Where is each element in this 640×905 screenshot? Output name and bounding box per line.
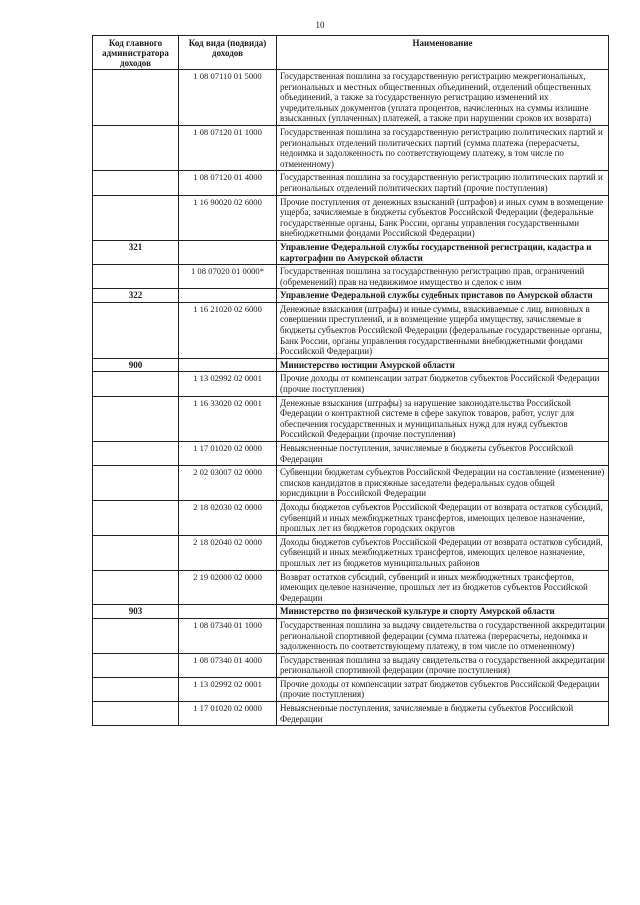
name-cell: Доходы бюджетов субъектов Российской Федерации от возврата остатков субсидий, субвенций и иных межбюджетных трансфертов, имеющих целевое назначение, прошлых лет из бюджетов муниципальных районов xyxy=(277,535,609,570)
revenue-code-cell: 2 19 02000 02 0000 xyxy=(179,570,277,605)
name-cell: Доходы бюджетов субъектов Российской Федерации от возврата остатков субсидий, субвенций и иных межбюджетных трансфертов, имеющих целевое назначение, прошлых лет из бюджетов городских округов xyxy=(277,500,609,535)
name-cell: Государственная пошлина за государственную регистрацию межрегиональных, региональных и местных общественных объединений, отделений общественных объединений, а также за государственную регистрацию изменений их учредительных документов (уплата процентов, начисленных на суммы излишне взысканных (уплаченных) платежей, а также при нарушении сроков их возврата) xyxy=(277,70,609,126)
name-cell: Невыясненные поступления, зачисляемые в бюджеты субъектов Российской Федерации xyxy=(277,702,609,726)
agency-row xyxy=(93,605,609,619)
table-row xyxy=(93,265,609,289)
table-row xyxy=(93,70,609,126)
revenue-code-cell: 1 17 01020 02 0000 xyxy=(179,702,277,726)
admin-code-cell xyxy=(93,570,179,605)
agency-row xyxy=(93,240,609,264)
revenue-code-cell: 1 16 33020 02 0001 xyxy=(179,396,277,441)
table-row xyxy=(93,535,609,570)
name-cell: Государственная пошлина за выдачу свидетельства о государственной аккредитации региональной спортивной федерации (прочие поступления) xyxy=(277,653,609,677)
revenue-code-cell xyxy=(179,289,277,303)
table-header-row xyxy=(93,36,609,70)
table-row xyxy=(93,372,609,396)
name-cell: Государственная пошлина за государственную регистрацию политических партий и региональных отделений политических партий (сумма платежа (перерасчеты, недоимка и задолженность по соответствующему платежу, в том числе по отмененному) xyxy=(277,125,609,170)
admin-code-cell xyxy=(93,125,179,170)
table-row xyxy=(93,618,609,653)
revenue-code-cell: 2 18 02040 02 0000 xyxy=(179,535,277,570)
name-cell: Денежные взыскания (штрафы) за нарушение законодательства Российской Федерации о контрактной системе в сфере закупок товаров, работ, услуг для обеспечения государственных и муниципальных нужд для нужд субъектов Российской Федерации (прочие поступления) xyxy=(277,396,609,441)
revenue-code-cell: 1 08 07020 01 0000* xyxy=(179,265,277,289)
admin-code-cell xyxy=(93,466,179,501)
name-cell: Прочие доходы от компенсации затрат бюджетов субъектов Российской Федерации (прочие поступления) xyxy=(277,677,609,701)
table-row xyxy=(93,702,609,726)
admin-code-cell: 903 xyxy=(93,605,179,619)
table-row xyxy=(93,653,609,677)
revenue-code-cell: 1 17 01020 02 0000 xyxy=(179,442,277,466)
admin-code-cell xyxy=(93,70,179,126)
table-row xyxy=(93,125,609,170)
admin-code-cell xyxy=(93,265,179,289)
table-row xyxy=(93,195,609,240)
revenue-code-cell: 1 08 07120 01 1000 xyxy=(179,125,277,170)
table-row xyxy=(93,396,609,441)
revenue-code-cell: 1 08 07110 01 5000 xyxy=(179,70,277,126)
revenue-code-cell: 1 16 21020 02 6000 xyxy=(179,302,277,358)
header-revenue-code: Код вида (подвида) доходов xyxy=(179,36,277,70)
table-row xyxy=(93,677,609,701)
admin-code-cell: 900 xyxy=(93,358,179,372)
name-cell: Государственная пошлина за выдачу свидетельства о государственной аккредитации региональной спортивной федерации (сумма платежа (перерасчеты, недоимка и задолженность по соответствующему платежу, в том числе по отмененному) xyxy=(277,618,609,653)
name-cell: Министерство юстиции Амурской области xyxy=(277,358,609,372)
admin-code-cell xyxy=(93,618,179,653)
name-cell: Денежные взыскания (штрафы) и иные суммы, взыскиваемые с лиц, виновных в совершении преступлений, и в возмещение ущерба имуществу, зачисляемые в бюджеты субъектов Российской Федерации (федеральные государственные органы, Банк России, органы управления государственными внебюджетными фондами Российской Федерации) xyxy=(277,302,609,358)
admin-code-cell xyxy=(93,500,179,535)
revenue-code-cell: 1 08 07340 01 1000 xyxy=(179,618,277,653)
admin-code-cell xyxy=(93,195,179,240)
revenue-code-cell xyxy=(179,605,277,619)
page-number: 10 xyxy=(315,20,325,30)
table-row xyxy=(93,171,609,195)
header-admin-code: Код главного администратора доходов xyxy=(93,36,179,70)
revenue-code-cell xyxy=(179,358,277,372)
name-cell: Управление Федеральной службы государственной регистрации, кадастра и картографии по Амурской области xyxy=(277,240,609,264)
revenue-code-cell: 1 08 07340 01 4000 xyxy=(179,653,277,677)
revenue-code-cell: 2 18 02030 02 0000 xyxy=(179,500,277,535)
revenue-code-cell: 1 08 07120 01 4000 xyxy=(179,171,277,195)
name-cell: Прочие поступления от денежных взысканий (штрафов) и иных сумм в возмещение ущерба, зачисляемые в бюджеты субъектов Российской Федерации (федеральные государственные органы, Банк России, органы управления государственными внебюджетными фондами Российской Федерации) xyxy=(277,195,609,240)
admin-code-cell xyxy=(93,302,179,358)
table-row xyxy=(93,570,609,605)
name-cell: Субвенции бюджетам субъектов Российской Федерации на составление (изменение) списков кандидатов в присяжные заседатели федеральных судов общей юрисдикции в Российской Федерации xyxy=(277,466,609,501)
revenue-code-cell: 1 13 02992 02 0001 xyxy=(179,372,277,396)
revenue-code-cell: 1 13 02992 02 0001 xyxy=(179,677,277,701)
name-cell: Прочие доходы от компенсации затрат бюджетов субъектов Российской Федерации (прочие поступления) xyxy=(277,372,609,396)
name-cell: Государственная пошлина за государственную регистрацию прав, ограничений (обременений) прав на недвижимое имущество и сделок с ним xyxy=(277,265,609,289)
admin-code-cell xyxy=(93,535,179,570)
table-row xyxy=(93,500,609,535)
admin-code-cell xyxy=(93,171,179,195)
revenue-code-cell: 1 16 90020 02 6000 xyxy=(179,195,277,240)
table-row xyxy=(93,302,609,358)
name-cell: Управление Федеральной службы судебных приставов по Амурской области xyxy=(277,289,609,303)
header-name: Наименование xyxy=(277,36,609,70)
admin-code-cell xyxy=(93,702,179,726)
revenue-codes-table xyxy=(92,35,609,726)
name-cell: Государственная пошлина за государственную регистрацию политических партий и региональных отделений политических партий (прочие поступления) xyxy=(277,171,609,195)
name-cell: Министерство по физической культуре и спорту Амурской области xyxy=(277,605,609,619)
table-body xyxy=(93,70,609,726)
admin-code-cell: 322 xyxy=(93,289,179,303)
admin-code-cell xyxy=(93,442,179,466)
admin-code-cell xyxy=(93,677,179,701)
name-cell: Невыясненные поступления, зачисляемые в бюджеты субъектов Российской Федерации xyxy=(277,442,609,466)
revenue-code-cell xyxy=(179,240,277,264)
table-row xyxy=(93,466,609,501)
name-cell: Возврат остатков субсидий, субвенций и иных межбюджетных трансфертов, имеющих целевое назначение, прошлых лет из бюджетов субъектов Российской Федерации xyxy=(277,570,609,605)
admin-code-cell xyxy=(93,653,179,677)
revenue-code-cell: 2 02 03007 02 0000 xyxy=(179,466,277,501)
admin-code-cell: 321 xyxy=(93,240,179,264)
agency-row xyxy=(93,358,609,372)
agency-row xyxy=(93,289,609,303)
table-row xyxy=(93,442,609,466)
admin-code-cell xyxy=(93,396,179,441)
admin-code-cell xyxy=(93,372,179,396)
